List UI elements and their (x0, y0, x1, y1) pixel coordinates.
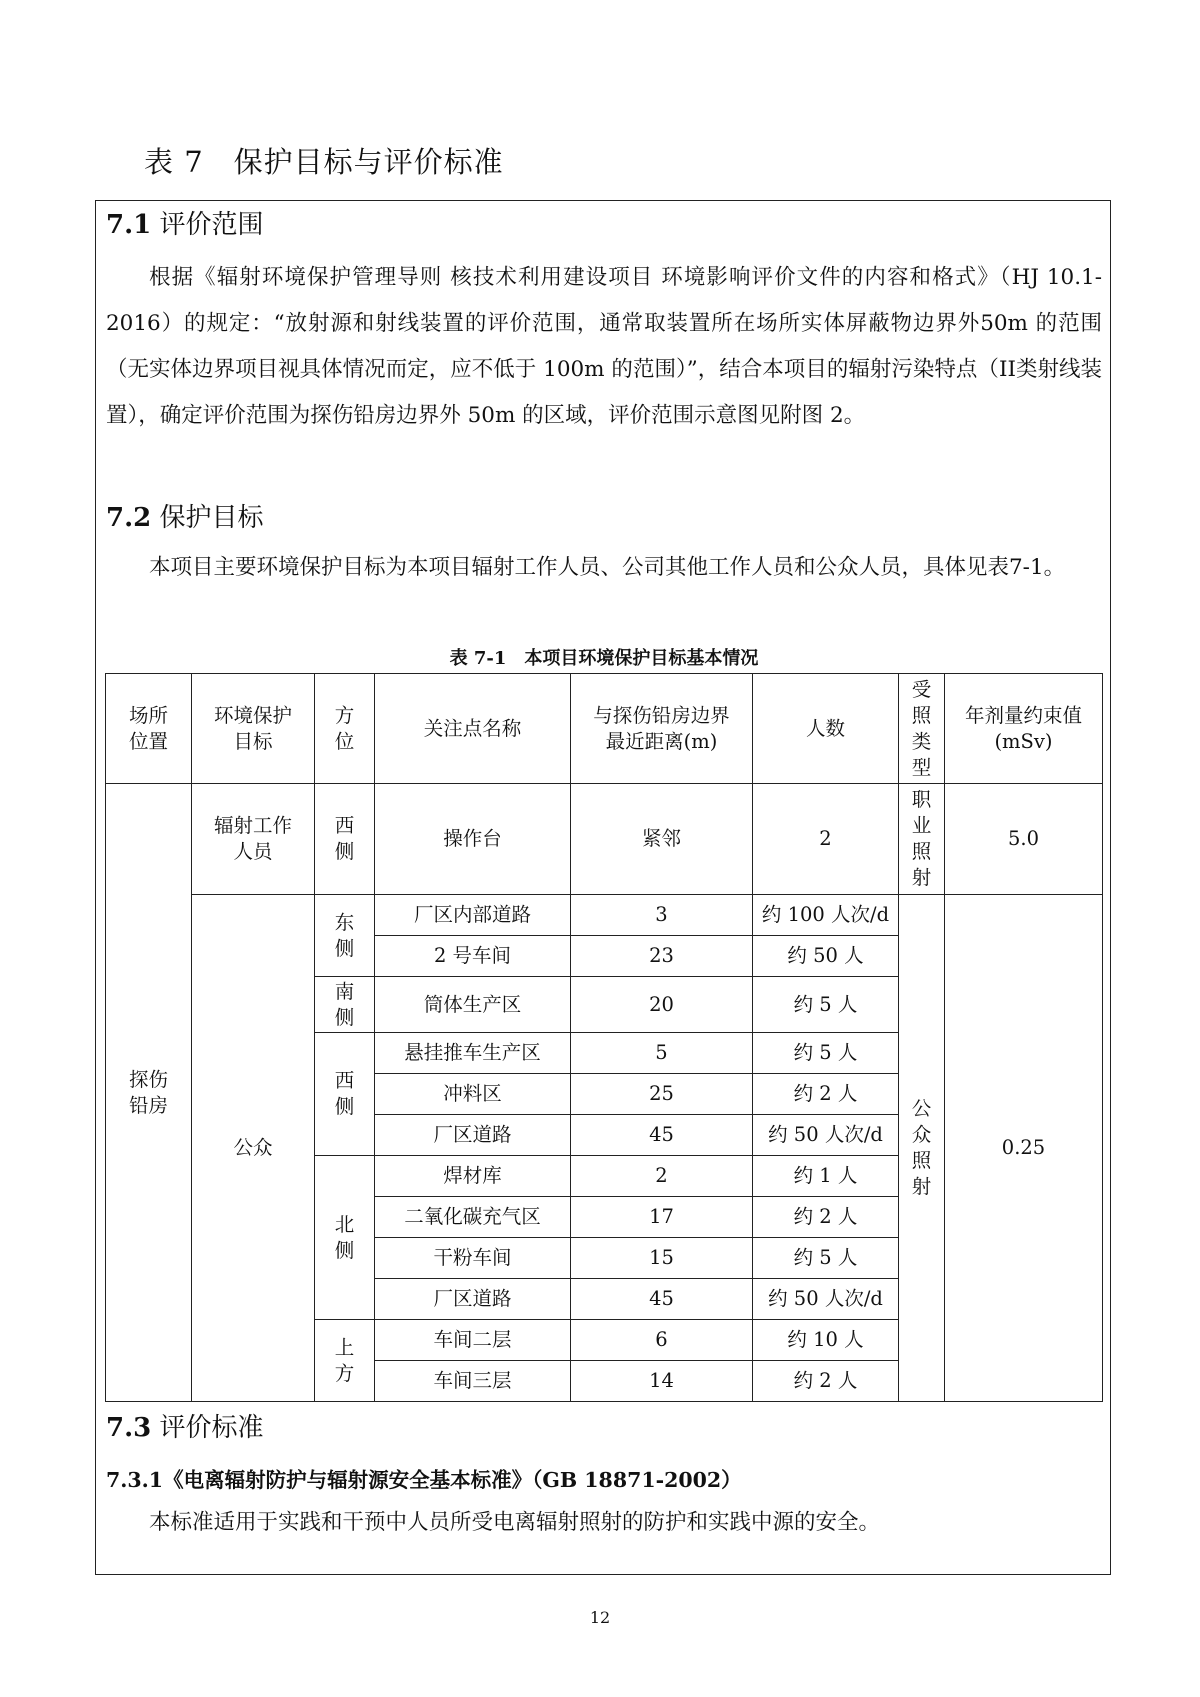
cell-distance: 17 (571, 1197, 753, 1238)
cell-point: 冲料区 (375, 1074, 571, 1115)
table-caption: 表 7-1 本项目环境保护目标基本情况 (449, 648, 759, 669)
cell-public-exposure: 公众照射 (899, 895, 945, 1402)
cell-point: 2 号车间 (375, 936, 571, 977)
cell-distance: 23 (571, 936, 753, 977)
cell-public-target: 公众 (192, 895, 315, 1402)
cell-people: 约 10 人 (753, 1320, 899, 1361)
cell-worker-people: 2 (753, 784, 899, 895)
table-header-row (106, 674, 1103, 784)
section-7-1-paragraph: 根据《辐射环境保护管理导则 核技术利用建设项目 环境影响评价文件的内容和格式》（HJ 10.1-2016）的规定：“放射源和射线装置的评价范围，通常取装置所在场所实体屏蔽物边界外50m 的范围（无实体边界项目视具体情况而定，应不低于 100m 的范围）”，结合本项目的辐射污染特点（II类射线装置），确定评价范围为探伤铅房边界外 50m 的区域，评价范围示意图见附图 2。 (106, 265, 1102, 428)
page-number: 12 (589, 1608, 611, 1627)
section-7-2-paragraph: 本项目主要环境保护目标为本项目辐射工作人员、公司其他工作人员和公众人员，具体见表7-1。 (149, 555, 1066, 580)
cell-distance: 14 (571, 1361, 753, 1402)
cell-distance: 2 (571, 1156, 753, 1197)
cell-point: 悬挂推车生产区 (375, 1033, 571, 1074)
cell-people: 约 5 人 (753, 1238, 899, 1279)
cell-distance: 5 (571, 1033, 753, 1074)
cell-people: 约 50 人次/d (753, 1115, 899, 1156)
header-point: 关注点名称 (375, 674, 571, 784)
section-7-3-paragraph: 本标准适用于实践和干预中人员所受电离辐射照射的防护和实践中源的安全。 (149, 1510, 881, 1535)
cell-people: 约 50 人 (753, 936, 899, 977)
cell-people: 约 50 人次/d (753, 1279, 899, 1320)
cell-worker-dose: 5.0 (945, 784, 1103, 895)
cell-distance: 25 (571, 1074, 753, 1115)
section-7-2-heading: 7.2 保护目标 (106, 503, 264, 533)
cell-people: 约 2 人 (753, 1074, 899, 1115)
protection-target-table (105, 673, 1103, 1402)
cell-direction-east: 东侧 (315, 895, 375, 977)
cell-point: 厂区内部道路 (375, 895, 571, 936)
cell-distance: 20 (571, 977, 753, 1033)
cell-point: 二氧化碳充气区 (375, 1197, 571, 1238)
cell-point: 厂区道路 (375, 1115, 571, 1156)
header-direction: 方位 (315, 674, 375, 784)
table-row (106, 895, 1103, 936)
cell-point: 厂区道路 (375, 1279, 571, 1320)
cell-direction-west: 西侧 (315, 1033, 375, 1156)
cell-people: 约 2 人 (753, 1361, 899, 1402)
cell-worker-direction: 西侧 (315, 784, 375, 895)
cell-distance: 45 (571, 1279, 753, 1320)
table-row (106, 784, 1103, 895)
cell-people: 约 100 人次/d (753, 895, 899, 936)
cell-people: 约 5 人 (753, 1033, 899, 1074)
cell-direction-north: 北侧 (315, 1156, 375, 1320)
cell-point: 车间三层 (375, 1361, 571, 1402)
cell-point: 车间二层 (375, 1320, 571, 1361)
section-7-1-heading: 7.1 评价范围 (106, 210, 264, 240)
cell-public-dose: 0.25 (945, 895, 1103, 1402)
cell-distance: 6 (571, 1320, 753, 1361)
section-7-3-heading: 7.3 评价标准 (106, 1413, 264, 1443)
cell-point: 焊材库 (375, 1156, 571, 1197)
cell-distance: 3 (571, 895, 753, 936)
header-distance: 与探伤铅房边界最近距离(m) (571, 674, 753, 784)
cell-worker-target: 辐射工作人员 (192, 784, 315, 895)
header-dose: 年剂量约束值(mSv) (945, 674, 1103, 784)
cell-direction-south: 南侧 (315, 977, 375, 1033)
cell-direction-above: 上方 (315, 1320, 375, 1402)
cell-location: 探伤铅房 (106, 784, 192, 1402)
header-location: 场所位置 (106, 674, 192, 784)
header-exposure: 受照类型 (899, 674, 945, 784)
header-target: 环境保护目标 (192, 674, 315, 784)
cell-worker-distance: 紧邻 (571, 784, 753, 895)
cell-worker-exposure: 职业照射 (899, 784, 945, 895)
cell-point: 干粉车间 (375, 1238, 571, 1279)
cell-worker-point: 操作台 (375, 784, 571, 895)
cell-distance: 45 (571, 1115, 753, 1156)
cell-point: 筒体生产区 (375, 977, 571, 1033)
header-people: 人数 (753, 674, 899, 784)
cell-people: 约 1 人 (753, 1156, 899, 1197)
section-7-3-1-heading: 7.3.1《电离辐射防护与辐射源安全基本标准》（GB 18871-2002） (106, 1468, 742, 1492)
cell-distance: 15 (571, 1238, 753, 1279)
cell-people: 约 2 人 (753, 1197, 899, 1238)
cell-people: 约 5 人 (753, 977, 899, 1033)
page-title: 表 7 保护目标与评价标准 (144, 145, 504, 179)
